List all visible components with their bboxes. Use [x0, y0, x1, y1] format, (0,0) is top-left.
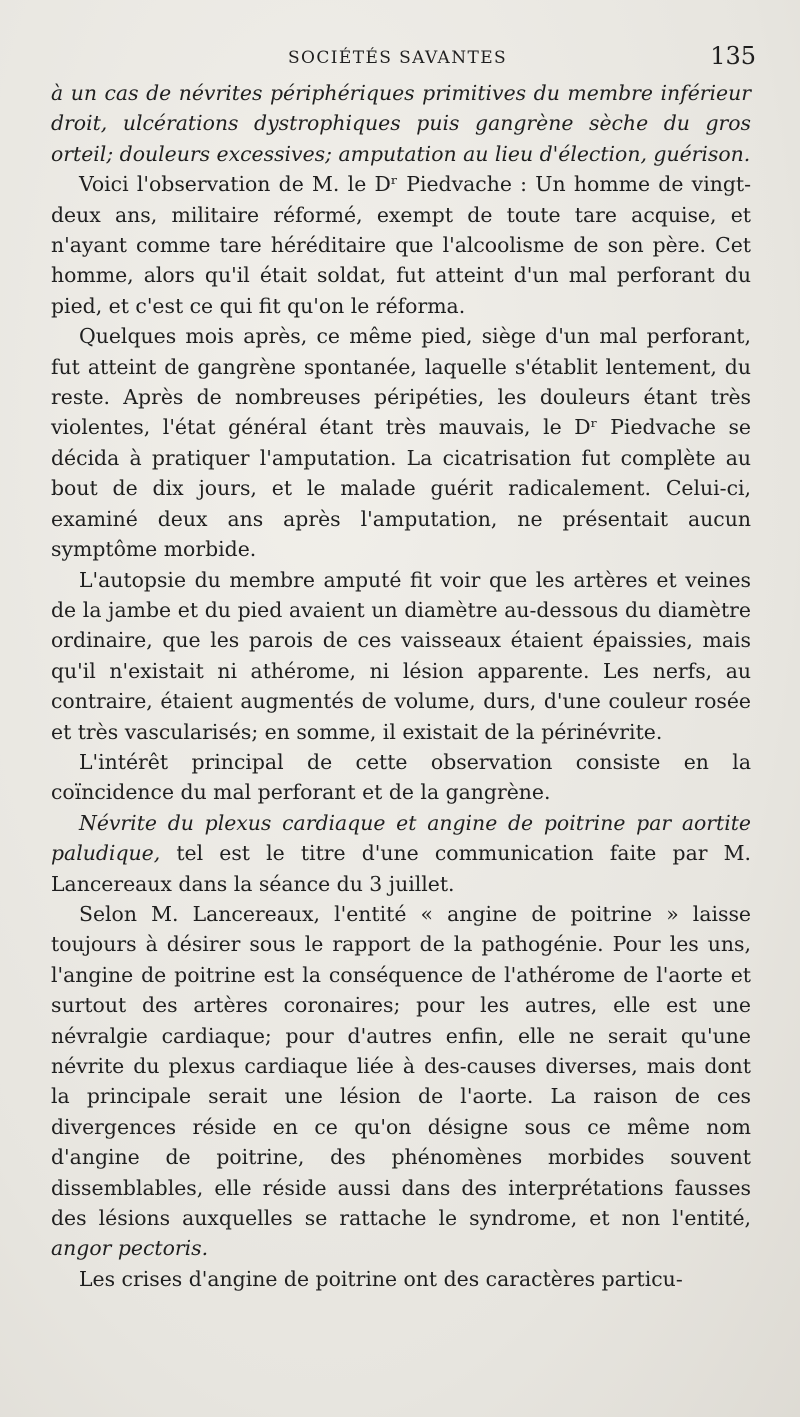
paragraph-5	[51, 747, 751, 808]
paragraph-8-text: Les crises d'angine de poitrine ont des caractères particu-	[79, 1266, 683, 1291]
page-header	[0, 40, 800, 80]
paragraph-1-italic: à un cas de névrites périphériques primitives du membre inférieur droit, ulcérations dystrophiques puis gangrène sèche du gros orteil; douleurs excessives; amputation au lieu d'élection, guérison.	[51, 81, 751, 166]
paragraph-2	[51, 169, 751, 321]
paragraph-5-text: L'intérêt principal de cette observation consiste en la coïncidence du mal perforant et de la gangrène.	[51, 749, 751, 805]
paragraph-3-text: Quelques mois après, ce même pied, siège d'un mal perforant, fut atteint de gangrène spontanée, laquelle s'établit lentement, du reste. Après de nombreuses péripéties, les douleurs étant très violentes, l'état général étant très mauvais, le Dʳ Piedvache se décida à pratiquer l'amputation. La cicatrisation fut complète au bout de dix jours, et le malade guérit radicalement. Celui-ci, examiné deux ans après l'amputation, ne présentait aucun symptôme morbide.	[51, 324, 751, 562]
paragraph-6-text: tel est le titre d'une communication faite par M. Lancereaux dans la séance du 3 juillet.	[51, 841, 751, 896]
paragraph-4-text: L'autopsie du membre amputé fit voir que les artères et veines de la jambe et du pied avaient un diamètre au-dessous du diamètre ordinaire, que les parois de ces vaisseaux étaient épaissies, mais qu'il n'existait ni athérome, ni lésion apparente. Les nerfs, au contraire, étaient augmentés de volume, durs, d'une couleur rosée et très vascularisés; en somme, il existait de la périnévrite.	[51, 567, 751, 744]
paragraph-7-closing-italic: angor pectoris.	[51, 1236, 209, 1261]
paragraph-6-italic: Névrite du plexus cardiaque et angine de poitrine par aortite paludique,	[51, 810, 751, 866]
paragraph-6	[51, 808, 751, 899]
body-text	[51, 78, 751, 1294]
paragraph-4	[51, 565, 751, 747]
paragraph-8	[51, 1264, 751, 1294]
paragraph-3	[51, 321, 751, 564]
paragraph-7-text: Selon M. Lancereaux, l'entité « angine de poitrine » laisse toujours à désirer sous le rapport de la pathogénie. Pour les uns, l'angine de poitrine est la conséquence de l'athérome de l'aorte et surtout des artères coronaires; pour les autres, elle est une névralgie cardiaque; pour d'autres enfin, elle ne serait qu'une névrite du plexus cardiaque liée à des-causes diverses, mais dont la principale serait une lésion de l'aorte. La raison de ces divergences réside en ce qu'on désigne sous ce même nom d'angine de poitrine, des phénomènes morbides souvent dissemblables, elle réside aussi dans des interprétations fausses des lésions auxquelles se rattache le syndrome, et non l'entité,	[51, 901, 751, 1231]
paragraph-7	[51, 899, 751, 1264]
page-number: 135	[710, 42, 756, 70]
running-title: SOCIÉTÉS SAVANTES	[288, 48, 508, 68]
paragraph-2-text: Voici l'observation de M. le Dʳ Piedvache : Un homme de vingt-deux ans, militaire réformé, exempt de toute tare acquise, et n'ayant comme tare héréditaire que l'alcoolisme de son père. Cet homme, alors qu'il était soldat, fut atteint d'un mal perforant du pied, et c'est ce qui fit qu'on le réforma.	[51, 172, 751, 318]
paragraph-1	[51, 78, 751, 169]
